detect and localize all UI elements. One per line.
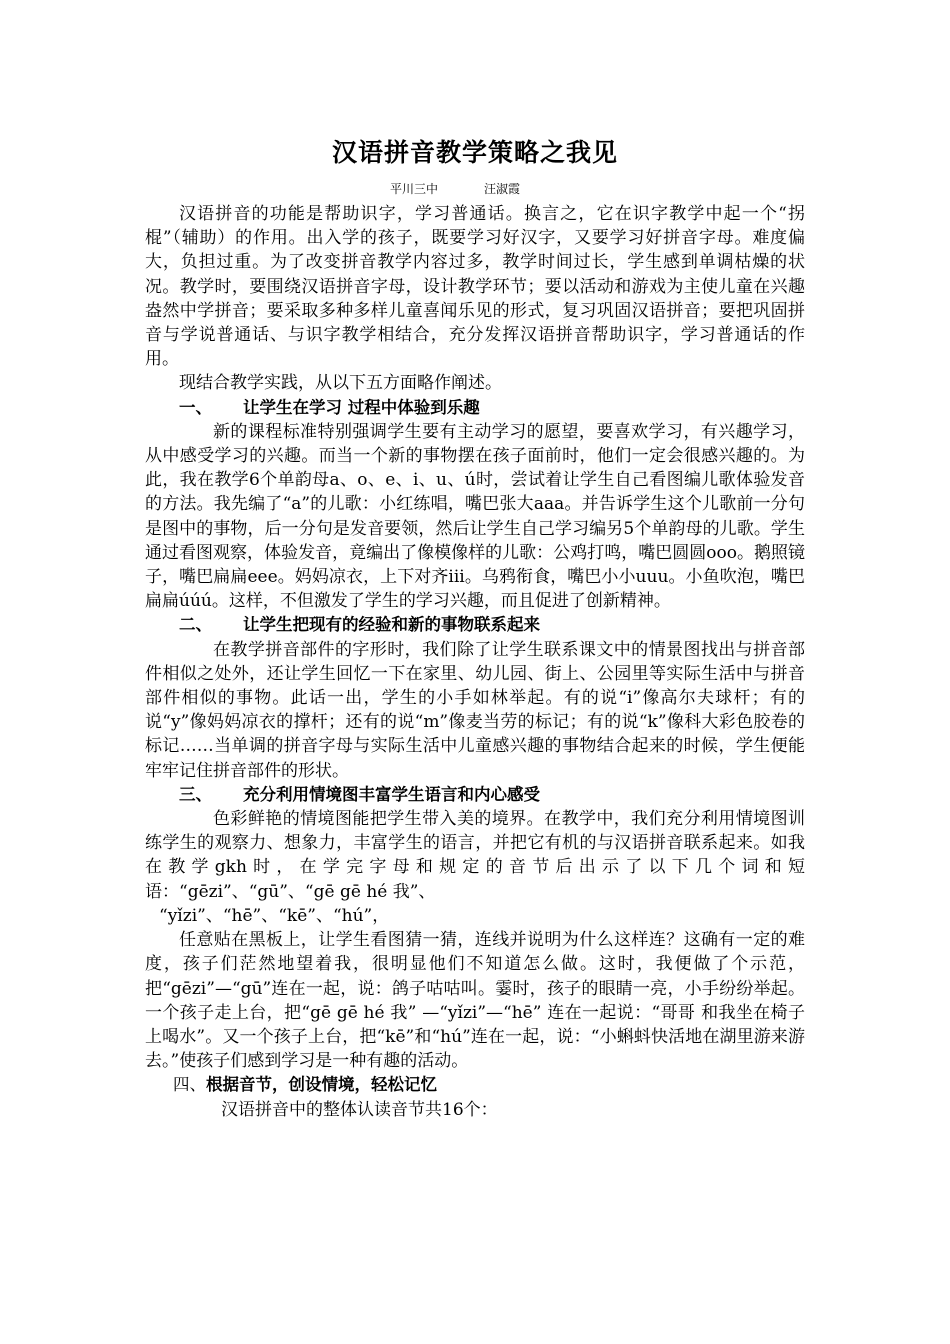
section-text-4: 汉语拼音中的整体认读音节共16个： — [221, 1099, 498, 1120]
byline-author: 汪淑霞 — [484, 182, 521, 196]
section-number-2: 二、 — [179, 615, 212, 635]
section-heading-2 — [145, 613, 805, 637]
section-title-1: 让学生在学习 过程中体验到乐趣 — [243, 397, 480, 417]
section-heading-1 — [145, 396, 805, 420]
section-heading-3 — [145, 783, 805, 807]
section-text-2: 在教学拼音部件的字形时，我们除了让学生联系课文中的情景图找出与拼音部件相似之处外，还让学生回忆一下在家里、幼儿园、街上、公园里等实际生活中与拼音部件相似的事物。此话一出，学生的小手如林举起。有的说“i”像高尔夫球杆；有的说“y”像妈妈凉衣的撑杆；还有的说“m”像麦当劳的标记；有的说“k”像科大彩色胶卷的标记……当单调的拼音字母与实际生活中儿童感兴趣的事物结合起来的时候，学生便能牢牢记住拼音部件的形状。 — [145, 639, 805, 781]
section-title-4: 根据音节，创设情境，轻松记忆 — [206, 1075, 437, 1095]
section-text-3: 色彩鲜艳的情境图能把学生带入美的境界。在教学中，我们充分利用情境图训练学生的观察力、想象力，丰富学生的语言，并把它有机的与汉语拼音联系起来。如我在教学gkh时，在学完字母和规定的音节后出示了以下几个词和短语：“gēzi”、“gū”、“gē gē hé 我”、 — [145, 809, 805, 902]
section-text-1: 新的课程标准特别强调学生要有主动学习的愿望，要喜欢学习，有兴趣学习，从中感受学习的兴趣。而当一个新的事物摆在孩子面前时，他们一定会很感兴趣的。为此，我在教学6个单韵母a、o、e、i、u、ú时，尝试着让学生自己看图编儿歌体验发音的方法。我先编了“a”的儿歌：小红练唱，嘴巴张大aaa。并告诉学生这个儿歌前一分句是图中的事物，后一分句是发音要领，然后让学生自己学习编另5个单韵母的儿歌。学生通过看图观察，体验发音，竟编出了像模像样的儿歌：公鸡打鸣，嘴巴圆圆ooo。鹅照镜子，嘴巴扁扁eee。妈妈凉衣，上下对齐iii。乌鸦衔食，嘴巴小小uuu。小鱼吹泡，嘴巴扁扁úúú。这样，不但激发了学生的学习兴趣，而且促进了创新精神。 — [145, 421, 805, 612]
section-title-3: 充分利用情境图丰富学生语言和内心感受 — [243, 784, 540, 804]
section-number-1: 一、 — [179, 397, 212, 417]
intro-summary: 现结合教学实践，从以下五方面略作阐述。 — [179, 373, 502, 394]
document-body — [145, 202, 805, 1122]
intro-paragraph: 汉语拼音的功能是帮助识字，学习普通话。换言之，它在识字教学中起一个“拐棍”（辅助）的作用。出入学的孩子，既要学习好汉字，又要学习好拼音字母。难度偏大，负担过重。为了改变拼音教学内容过多，教学时间过长，学生感到单调枯燥的状况。教学时，要围绕汉语拼音字母，设计教学环节；要以活动和游戏为主使儿童在兴趣盎然中学拼音；要采取多种多样儿童喜闻乐见的形式，复习巩固汉语拼音；要把巩固拼音与学说普通话、与识字教学相结合，充分发挥汉语拼音帮助识字，学习普通话的作用。 — [145, 204, 805, 370]
byline — [390, 180, 520, 197]
section-words-line-3: “yǐzi”、“hē”、“kē”、“hú”， — [159, 905, 390, 926]
section-heading-4 — [145, 1073, 805, 1097]
section-number-3: 三、 — [179, 784, 212, 804]
document-title: 汉语拼音教学策略之我见 — [331, 138, 618, 167]
section-text-3b: 任意贴在黑板上，让学生看图猜一猜，连线并说明为什么这样连？这确有一定的难度，孩子们茫然地望着我，很明显他们不知道怎么做。这时，我便做了个示范，把“gēzi”—“gū”连在一起，说：鸽子咕咕叫。霎时，孩子的眼睛一亮，小手纷纷举起。一个孩子走上台，把“gē gē hé 我” —“yǐzi”—“hē” 连在一起说：“哥哥 和我坐在椅子上喝水”。又一个孩子上台，把“kē”和“hú”连在一起，说：“小蝌蚪快活地在湖里游来游去。”使孩子们感到学习是一种有趣的活动。 — [145, 930, 805, 1072]
section-number-4: 四、 — [173, 1075, 206, 1095]
byline-school: 平川三中 — [390, 182, 439, 196]
section-title-2: 让学生把现有的经验和新的事物联系起来 — [243, 615, 540, 635]
